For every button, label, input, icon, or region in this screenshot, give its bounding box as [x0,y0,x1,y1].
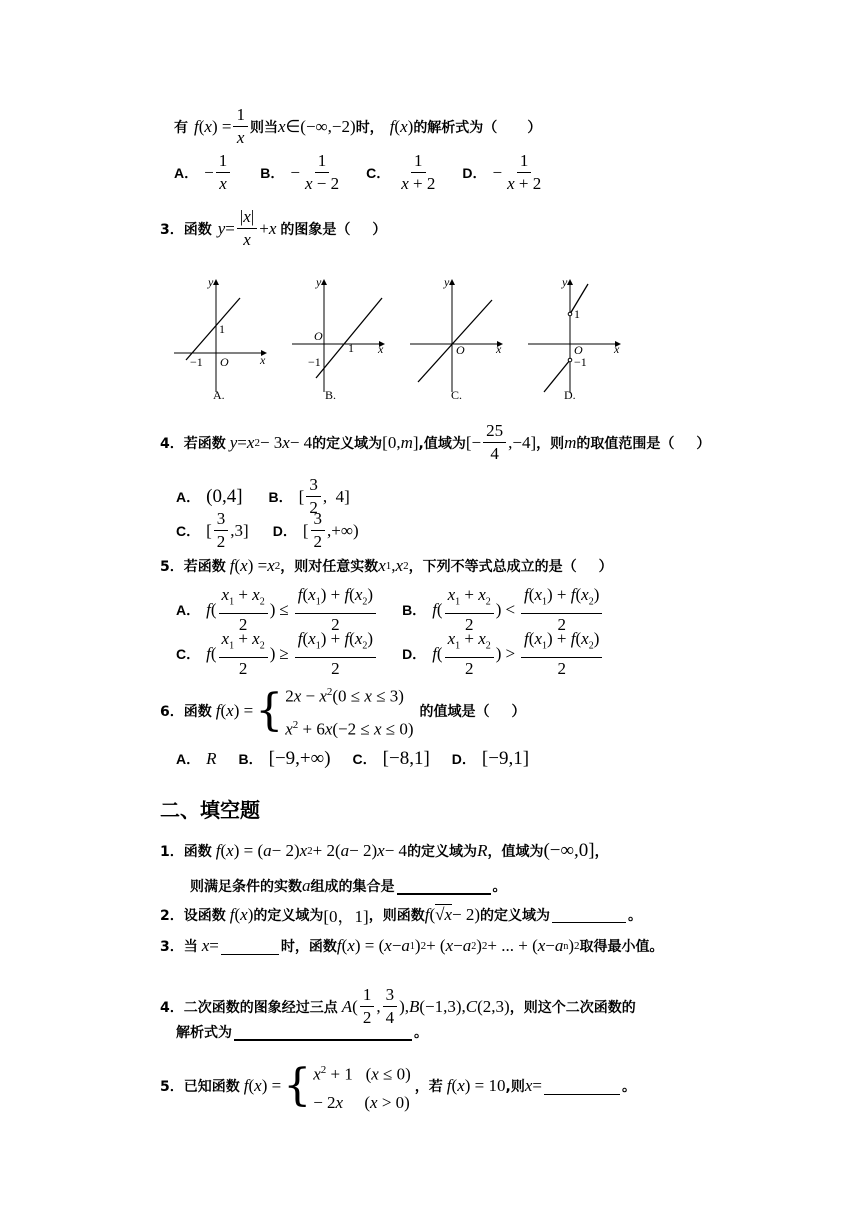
section-title: 二、填空题 [160,798,260,822]
q6-stem: 6． 函数 f ( x ) = { $2x - x^2(0 \le x \le 3)$ $x^2 + 6x(-2 \le x \le 0)$ 的值域是（ ） [160,678,526,743]
answer-blank[interactable] [544,1078,620,1095]
answer-blank[interactable] [397,877,491,895]
q4-stem: 4． 若函数 y = x 2 − 3 x − 4 的定义域为 [0, m ] ,值域为 [− $\frac{25}{4}$ ,−4] ，则 m 的取值范围是（ ） [160,421,711,463]
q2-stem: 有 f ( x ) = $\frac{1}{x}$ 则当 x ∈(−∞,−2) 时， f ( x ) 的解析式为（ ） [174,105,542,147]
x-label: x [260,353,266,367]
tick-label: 1 [348,341,354,355]
tick-label: 1 [574,307,580,321]
q5-options-row2: C． f ( $\frac{x_1 + x_2}{2}$ ) ≥ $\frac{f(x_1) + f(x_2)}{2}$ D． f ( $\frac{x_1 + x_2}{2}$ ) > $\frac{f(x_1) + f(x_2)}{2}$ [176,628,604,680]
graph-d[interactable] [524,274,634,408]
graph-line [316,298,382,378]
graph-b-svg [288,274,398,404]
q5-stem: 5． 若函数 f ( x ) = x 2 ，则对任意实数 x 1 , x 2 ，下列不等式总成立的是（ ） [160,556,613,575]
f1-stem: 1． 函数 f ( x ) = ( a − 2) x 2 + 2( a − 2) x − 4 的定义域为 R ，值域为 (−∞,0] ， [160,840,609,861]
q3-stem: 3． 函数 y = $\frac{|x|}{x}$ + x 的图象是（ ） [160,207,387,249]
graph-a-svg [170,274,280,404]
f1-line2: 则满足条件的实数 a 组成的集合是 。 [190,876,507,895]
f5-stem: 5． 已知函数 f ( x ) = { $x^2 + 1$ (x ≤ 0) − 2x (x > 0) ，若 f ( x ) = 10 ,则 x = 。 [160,1056,636,1117]
origin-label: O [574,343,583,357]
graph-letter: D. [564,388,576,402]
graph-d-svg [524,274,634,404]
piecewise-cases: $2x - x^2(0 \le x \le 3)$ $x^2 + 6x(-2 \le x \le 0)$ [285,686,414,739]
graph-c-svg [406,274,516,404]
brace-icon: { [283,1060,312,1112]
f2-stem: 2． 设函数 f ( x ) 的定义域为 [0，1] ，则函数 f ( √x − 2) 的定义域为 。 [160,904,642,926]
y-label: y [562,275,568,289]
q4-options-row2: C． [ $\frac{3}{2}$ ,3] D． [ $\frac{3}{2}$ ,+∞) [176,509,359,551]
y-label: y [208,275,214,289]
tick-label: −1 [308,355,321,369]
answer-blank[interactable] [552,906,626,923]
tick-label: −1 [190,355,203,369]
graph-b[interactable] [288,274,398,408]
x-label: x [614,342,620,356]
graph-letter: A. [213,388,225,402]
open-point [568,312,572,316]
y-label: y [444,275,450,289]
origin-label: O [220,355,229,369]
q4-options-row1: A． (0,4] B． [ $\frac{3}{2}$ , 4] [176,475,350,517]
q2-options: A． − $\frac{1}{x}$ B． − $\frac{1}{x - 2}$ C． $\frac{1}{x + 2}$ D． − $\frac{1}{x + 2}$ [174,151,542,193]
open-point [568,358,572,362]
graph-c[interactable] [406,274,516,408]
tick-label: −1 [574,355,587,369]
f3-stem: 3． 当 x = 时，函数 f ( x ) = ( x − a 1 ) 2 + ( x − a 2 ) 2 + ... + ( x − a n ) 2 取得最小值。 [160,936,664,955]
f4-line2: 解析式为 。 [176,1025,428,1041]
x-label: x [496,342,502,356]
q6-options: A． R B． [−9,+∞) C． [−8,1] D． [−9,1] [176,748,530,769]
x-label: x [378,342,384,356]
tick-label: 1 [219,322,225,336]
graph-letter: B. [325,388,337,402]
f4-stem: 4． 二次函数的图象经过三点 A ( $\frac{1}{2}$ , $\frac{3}{4}$ ), B (−1,3), C (2,3) ，则这个二次函数的 [160,985,636,1027]
graph-line [186,298,240,360]
fraction-1-over-x: $\frac{1}{x}$ [233,104,248,149]
y-label: y [316,275,322,289]
q5-options-row1: A． f ( $\frac{x_1 + x_2}{2}$ ) ≤ $\frac{f(x_1) + f(x_2)}{2}$ B． f ( $\frac{x_1 + x_2}{2}$ ) < $\frac{f(x_1) + f(x_2)}{2}$ [176,584,604,636]
graph-a[interactable] [170,274,280,408]
graph-letter: C. [451,388,463,402]
piecewise-cases: $x^2 + 1$ (x ≤ 0) − 2x (x > 0) [313,1064,411,1112]
origin-label: O [314,329,323,343]
graph-line [418,300,492,382]
answer-blank[interactable] [221,938,279,955]
brace-icon: { [255,684,284,736]
answer-blank[interactable] [234,1023,412,1041]
origin-label: O [456,343,465,357]
